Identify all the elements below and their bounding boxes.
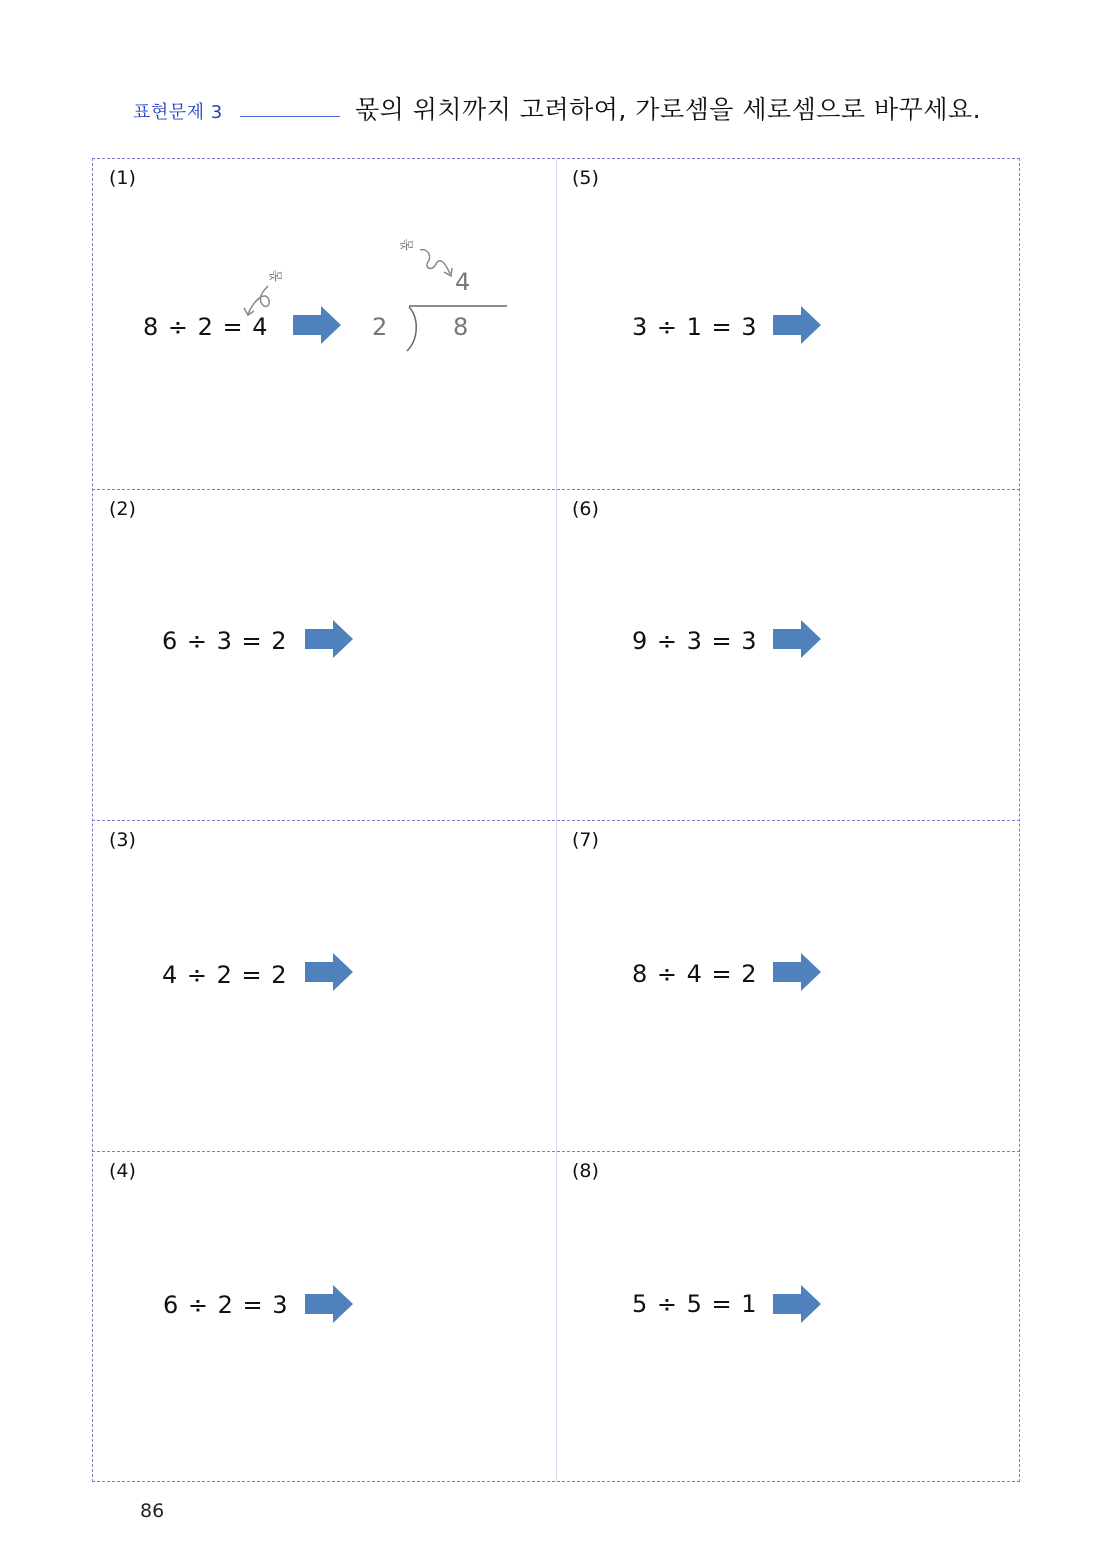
quotient-annotation-label: 몫: [266, 269, 282, 282]
problem-number: (5): [572, 167, 599, 189]
problem-number: (4): [109, 1160, 136, 1182]
right-arrow-icon: [305, 620, 353, 658]
instruction-text: 몫의 위치까지 고려하여, 가로셈을 세로셈으로 바꾸세요.: [355, 95, 982, 124]
equation-8: 5 ÷ 5 = 1: [632, 1290, 758, 1318]
problem-number: (2): [109, 498, 136, 520]
curved-arrow-icon: [418, 244, 458, 280]
equation-5: 3 ÷ 1 = 3: [632, 313, 758, 341]
curved-arrow-icon: [240, 282, 280, 322]
problem-label: 표현문제 3: [133, 102, 223, 123]
equation-2: 6 ÷ 3 = 2: [162, 627, 288, 655]
problem-number: (3): [109, 829, 136, 851]
problem-number: (1): [109, 167, 136, 189]
long-division-divisor: 2: [372, 313, 388, 341]
problem-number: (7): [572, 829, 599, 851]
worksheet-header: [0, 86, 1113, 130]
right-arrow-icon: [773, 620, 821, 658]
problem-number: (8): [572, 1160, 599, 1182]
equation-4: 6 ÷ 2 = 3: [163, 1291, 289, 1319]
right-arrow-icon: [293, 306, 341, 344]
page-number: 86: [140, 1500, 165, 1522]
right-arrow-icon: [305, 1285, 353, 1323]
long-division-bracket: [395, 295, 510, 355]
right-arrow-icon: [773, 953, 821, 991]
equation-6: 9 ÷ 3 = 3: [632, 627, 758, 655]
problem-number: (6): [572, 498, 599, 520]
right-arrow-icon: [773, 1285, 821, 1323]
equation-1: 8 ÷ 2 = 4: [143, 313, 269, 341]
equation-3: 4 ÷ 2 = 2: [162, 961, 288, 989]
right-arrow-icon: [773, 306, 821, 344]
long-division-quotient: 4: [455, 268, 471, 296]
long-division-dividend: 8: [453, 313, 469, 341]
right-arrow-icon: [305, 953, 353, 991]
quotient-annotation-label: 몫: [397, 238, 413, 251]
answer-blank-line: [240, 116, 340, 117]
equation-7: 8 ÷ 4 = 2: [632, 960, 758, 988]
